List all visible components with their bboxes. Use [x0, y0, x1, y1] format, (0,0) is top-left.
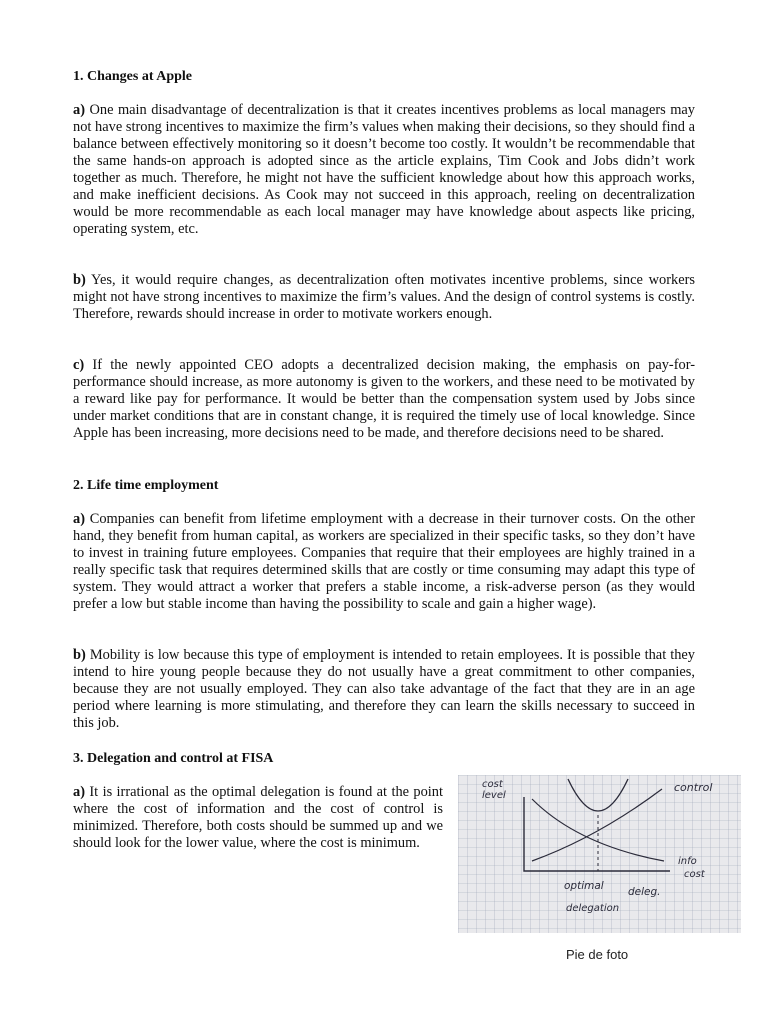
section-1b-paragraph: [73, 272, 695, 323]
paragraph-label: b): [73, 647, 86, 663]
handwritten-optimal-label: optimal: [564, 880, 604, 892]
paragraph-label: a): [73, 102, 85, 118]
paragraph-label: a): [73, 511, 85, 527]
paragraph-label: b): [73, 272, 86, 288]
section-1a-paragraph: [73, 102, 695, 238]
paragraph-text: Yes, it would require changes, as decentralization often motivates incentive problems, since workers might not have strong incentives to maximize the firm’s values. And the design of control systems is costly. Therefore, rewards should increase in order to motivate workers enough.: [73, 272, 695, 322]
handwritten-cost-label: cost: [482, 779, 503, 790]
paragraph-text: If the newly appointed CEO adopts a decentralized decision making, the emphasis on pay-for-performance should increase, as more autonomy is given to the workers, and these need to be motivated by a reward like pay for performance. It would be better than the compensation system used by Jobs since under market conditions that are in constant change, it is required the timely use of local knowledge. Since Apple has been increasing, more decisions need to be made, and therefore decisions need to be shared.: [73, 357, 695, 441]
figure-caption: Pie de foto: [566, 947, 629, 962]
handwritten-control-label: control: [674, 781, 713, 794]
handwritten-deleg-label: deleg.: [628, 886, 661, 898]
paragraph-text: Companies can benefit from lifetime employment with a decrease in their turnover costs. On the other hand, they benefit from human capital, as workers are specialized in their specific tasks, so they don’t have to invest in training future employees. Companies that require that their employees are highly trained in a really specific task that requires determined skills that are costly or time consuming may adapt this type of system. They would attract a worker that prefers a stable income, a risk-adverse person (as they would prefer a low but stable income than having the possibility to scale and gain a higher wage).: [73, 511, 695, 612]
section-1c-paragraph: [73, 357, 695, 442]
paragraph-text: Mobility is low because this type of employment is intended to retain employees. It is possible that they intend to hire young people because they do not usually have a great commitment to other companies, because they are not usually employed. They can also take advantage of the fact that they are in an age period where learning is more stimulating, and therefore they can learn the skills necessary to succeed in this job.: [73, 647, 695, 731]
handwritten-info-cost-label: cost: [684, 869, 705, 880]
handwritten-level-label: level: [482, 790, 506, 801]
paragraph-label: a): [73, 784, 85, 800]
handwritten-info-label: info: [678, 856, 697, 867]
section-2-title: 2. Life time employment: [73, 478, 219, 493]
section-1-title: 1. Changes at Apple: [73, 69, 193, 84]
graph-drawing: [458, 775, 741, 933]
paragraph-label: c): [73, 357, 85, 373]
handwritten-graph-photo: [458, 775, 741, 933]
paragraph-text: It is irrational as the optimal delegation is found at the point where the cost of information and the cost of control is minimized. Therefore, both costs should be summed up and we should look for the lower value, where the cost is minimum.: [73, 784, 443, 851]
section-2a-paragraph: [73, 511, 695, 613]
section-3a-paragraph: [73, 784, 443, 852]
section-2b-paragraph: [73, 647, 695, 732]
section-3-title: 3. Delegation and control at FISA: [73, 751, 274, 766]
paragraph-text: One main disadvantage of decentralization is that it creates incentives problems as local managers may not have strong incentives to maximize the firm’s values when making their decisions, so they should find a balance between effectively monitoring so it doesn’t become too costly. It wouldn’t be recommendable that the same hands-on approach is adopted since as the article explains, Tim Cook and Jobs didn’t work together as much. Therefore, he might not have the sufficient knowledge about how this approach works, and make inefficient decisions. As Cook may not succeed in this approach, reeling on decentralization would be more recommendable as each local manager may have knowledge about aspects like pricing, operating system, etc.: [73, 102, 695, 237]
handwritten-delegation-label: delegation: [566, 903, 620, 914]
